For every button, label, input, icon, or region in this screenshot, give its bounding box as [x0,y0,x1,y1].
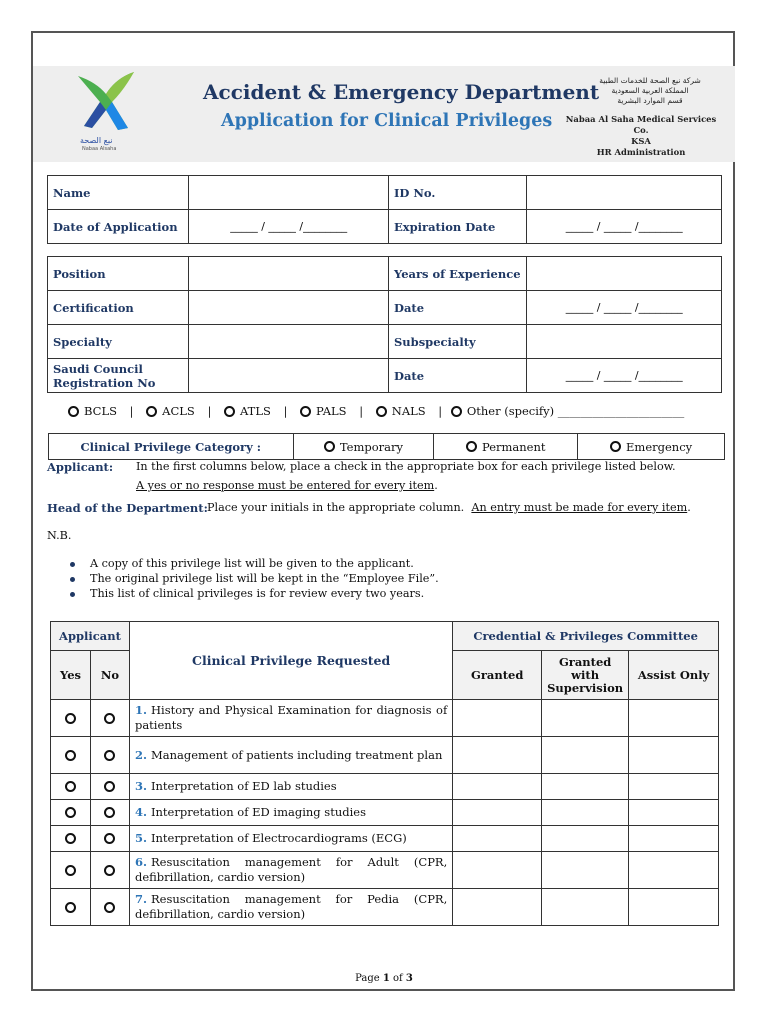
radio-icon [376,406,387,417]
no-radio[interactable] [90,826,129,852]
radio-icon [104,902,115,913]
table-row [51,826,719,852]
granted-cell[interactable] [453,737,542,774]
assist-only-cell[interactable] [629,852,719,889]
nals-option[interactable] [376,404,426,418]
no-radio[interactable] [90,852,129,889]
privilege-number: 4. [134,805,147,819]
yes-header: Yes [51,651,91,700]
certification-date-label: Date [388,291,526,325]
arabic-line: شركة نبع الصحة للخدمات الطبية [599,76,701,85]
no-radio[interactable] [90,800,129,826]
category-label: Clinical Privilege Category : [49,434,294,460]
yes-radio[interactable] [51,737,91,774]
acls-option[interactable] [146,404,195,418]
granted-supervision-cell[interactable] [542,889,629,926]
table-row [51,737,719,774]
applicant-info-table [47,175,722,244]
radio-icon [104,865,115,876]
yes-radio[interactable] [51,826,91,852]
privilege-text [129,826,452,852]
page-total: 3 [405,973,413,984]
arabic-line: قسم الموارد البشرية [617,96,683,105]
no-radio[interactable] [90,737,129,774]
privilege-number: 7. [134,892,147,906]
granted-supervision-header [542,651,629,700]
pals-option[interactable] [300,404,347,418]
name-label: Name [48,176,189,210]
privilege-text [129,774,452,800]
atls-option[interactable] [224,404,271,418]
committee-header: Credential & Privileges Committee [453,622,719,651]
radio-icon [65,902,76,913]
logo-arabic-text: نبع الصحة [80,136,113,145]
granted-cell[interactable] [453,700,542,737]
arabic-line: المملكة العربية السعودية [611,86,689,95]
no-radio[interactable] [90,889,129,926]
id-label: ID No. [388,176,526,210]
applicant-requirement: A yes or no response must be entered for every item [136,479,435,492]
permanent-label: Permanent [481,439,546,454]
list-item: A copy of this privilege list will be given to the applicant. [70,556,439,571]
privileges-table [50,621,719,926]
head-requirement: An entry must be made for every item [471,501,688,514]
privilege-number: 6. [134,855,147,869]
expiration-date-field[interactable]: _____ / _____ /________ [527,210,722,244]
nb-label: N.B. [47,529,72,542]
nals-label: NALS [391,404,426,418]
granted-supervision-cell[interactable] [542,826,629,852]
assist-only-cell[interactable] [629,737,719,774]
table-row [51,700,719,737]
radio-icon [65,833,76,844]
privilege-description: History and Physical Examination for diagnosis of patients [134,703,448,732]
separator: | [283,404,288,418]
saudi-council-field[interactable] [189,359,389,393]
certification-field[interactable] [189,291,389,325]
radio-icon [104,781,115,792]
company-country: KSA [631,136,651,146]
emergency-label: Emergency [626,439,693,454]
privilege-text [129,852,452,889]
granted-header: Granted [453,651,542,700]
permanent-option[interactable] [434,434,578,460]
yes-radio[interactable] [51,852,91,889]
atls-label: ATLS [239,404,271,418]
date-of-application-field[interactable]: _____ / _____ /________ [189,210,389,244]
certification-options [68,404,684,418]
radio-icon [324,441,335,452]
assist-only-header: Assist Only [629,651,719,700]
name-field[interactable] [189,176,389,210]
privilege-description: Interpretation of Electrocardiograms (ECG) [150,831,407,845]
separator: | [129,404,134,418]
arabic-company-block [580,76,720,106]
privilege-number: 5. [134,831,147,845]
company-block [560,114,722,158]
company-dept: HR Administration [596,147,686,157]
granted-supervision-cell[interactable] [542,852,629,889]
assist-only-cell[interactable] [629,700,719,737]
specialty-field[interactable] [189,325,389,359]
privilege-description: Resuscitation management for Adult (CPR, defibrillation, cardio version) [134,855,448,884]
applicant-instruction-text: In the first columns below, place a check in the appropriate box for each privilege listed below. [136,460,676,473]
period: . [434,479,438,492]
list-item: The original privilege list will be kept in the “Employee File”. [70,571,439,586]
head-instruction-text: Place your initials in the appropriate column. [207,501,465,514]
applicant-instruction-label: Applicant: [47,460,114,474]
of-word: of [393,973,403,984]
separator: | [207,404,212,418]
radio-icon [104,807,115,818]
notes-list [70,556,439,601]
period: . [687,501,691,514]
privilege-number: 1. [134,703,147,717]
radio-icon [65,781,76,792]
radio-icon [610,441,621,452]
yes-radio[interactable] [51,774,91,800]
date-of-application-label: Date of Application [48,210,189,244]
radio-icon [104,833,115,844]
certification-date-field[interactable]: _____ / _____ /________ [527,291,722,325]
radio-icon [68,406,79,417]
radio-icon [104,713,115,724]
granted-supervision-cell[interactable] [542,800,629,826]
privilege-description: Management of patients including treatment plan [150,747,443,762]
company-logo [70,68,140,152]
applicant-column-header: Applicant [51,622,130,651]
expiration-date-label: Expiration Date [388,210,526,244]
position-label: Position [48,257,189,291]
privilege-requested-header: Clinical Privilege Requested [129,622,452,700]
registration-date-field[interactable]: _____ / _____ /________ [527,359,722,393]
granted-cell[interactable] [453,800,542,826]
header-line: with [571,667,600,682]
privilege-number: 3. [134,779,147,793]
no-radio[interactable] [90,774,129,800]
emergency-option[interactable] [578,434,725,460]
assist-only-cell[interactable] [629,800,719,826]
years-experience-label: Years of Experience [388,257,526,291]
granted-supervision-cell[interactable] [542,737,629,774]
other-label: Other (specify) ______________________ [466,404,685,418]
radio-icon [451,406,462,417]
temporary-option[interactable] [293,434,434,460]
page-word: Page [355,973,380,984]
radio-icon [65,713,76,724]
header-line: Granted [558,654,612,669]
company-name: Nabaa Al Saha Medical Services Co. [565,114,717,135]
saudi-council-label-line: Saudi Council [53,361,143,376]
yes-radio[interactable] [51,800,91,826]
assist-only-cell[interactable] [629,774,719,800]
radio-icon [146,406,157,417]
privilege-text [129,800,452,826]
privilege-text [129,737,452,774]
privilege-description: Interpretation of ED imaging studies [150,805,366,819]
id-field[interactable] [527,176,722,210]
acls-label: ACLS [162,404,195,418]
form-title: Application for Clinical Privileges [221,111,553,131]
other-option[interactable] [451,404,684,418]
separator: | [359,404,364,418]
table-row [51,889,719,926]
page-footer [0,973,768,984]
professional-info-table [47,256,722,393]
radio-icon [104,750,115,761]
position-field[interactable] [189,257,389,291]
saudi-council-label-line: Registration No [53,375,156,390]
applicant-instruction-line2 [136,479,438,492]
privilege-category-table [48,433,725,460]
logo-latin-text: Nabaa Alsaha [82,146,117,152]
head-instruction-line [207,501,691,514]
table-row [51,800,719,826]
granted-supervision-cell[interactable] [542,774,629,800]
saudi-council-label [48,359,189,393]
privilege-text [129,889,452,926]
radio-icon [65,865,76,876]
radio-icon [466,441,477,452]
assist-only-cell[interactable] [629,889,719,926]
granted-cell[interactable] [453,774,542,800]
privilege-description: Resuscitation management for Pedia (CPR, defibrillation, cardio version) [134,892,448,921]
yes-radio[interactable] [51,700,91,737]
no-header: No [90,651,129,700]
privilege-description: Interpretation of ED lab studies [150,779,337,793]
bcls-option[interactable] [68,404,117,418]
table-row [51,774,719,800]
department-title: Accident & Emergency Department [203,80,600,104]
subspecialty-label: Subspecialty [388,325,526,359]
privilege-number: 2. [134,747,147,762]
registration-date-label: Date [388,359,526,393]
head-instruction-label: Head of the Department: [47,501,208,515]
subspecialty-field[interactable] [527,325,722,359]
years-experience-field[interactable] [527,257,722,291]
granted-cell[interactable] [453,889,542,926]
radio-icon [65,807,76,818]
specialty-label: Specialty [48,325,189,359]
granted-cell[interactable] [453,826,542,852]
list-item: This list of clinical privileges is for review every two years. [70,586,439,601]
separator: | [438,404,443,418]
temporary-label: Temporary [339,439,403,454]
granted-cell[interactable] [453,852,542,889]
no-radio[interactable] [90,700,129,737]
page-number: 1 [382,973,390,984]
privilege-text [129,700,452,737]
radio-icon [224,406,235,417]
pals-label: PALS [316,404,347,418]
granted-supervision-cell[interactable] [542,700,629,737]
yes-radio[interactable] [51,889,91,926]
radio-icon [300,406,311,417]
table-row [51,852,719,889]
certification-label: Certification [48,291,189,325]
header-line: Supervision [547,680,624,695]
assist-only-cell[interactable] [629,826,719,852]
bcls-label: BCLS [84,404,117,418]
radio-icon [65,750,76,761]
